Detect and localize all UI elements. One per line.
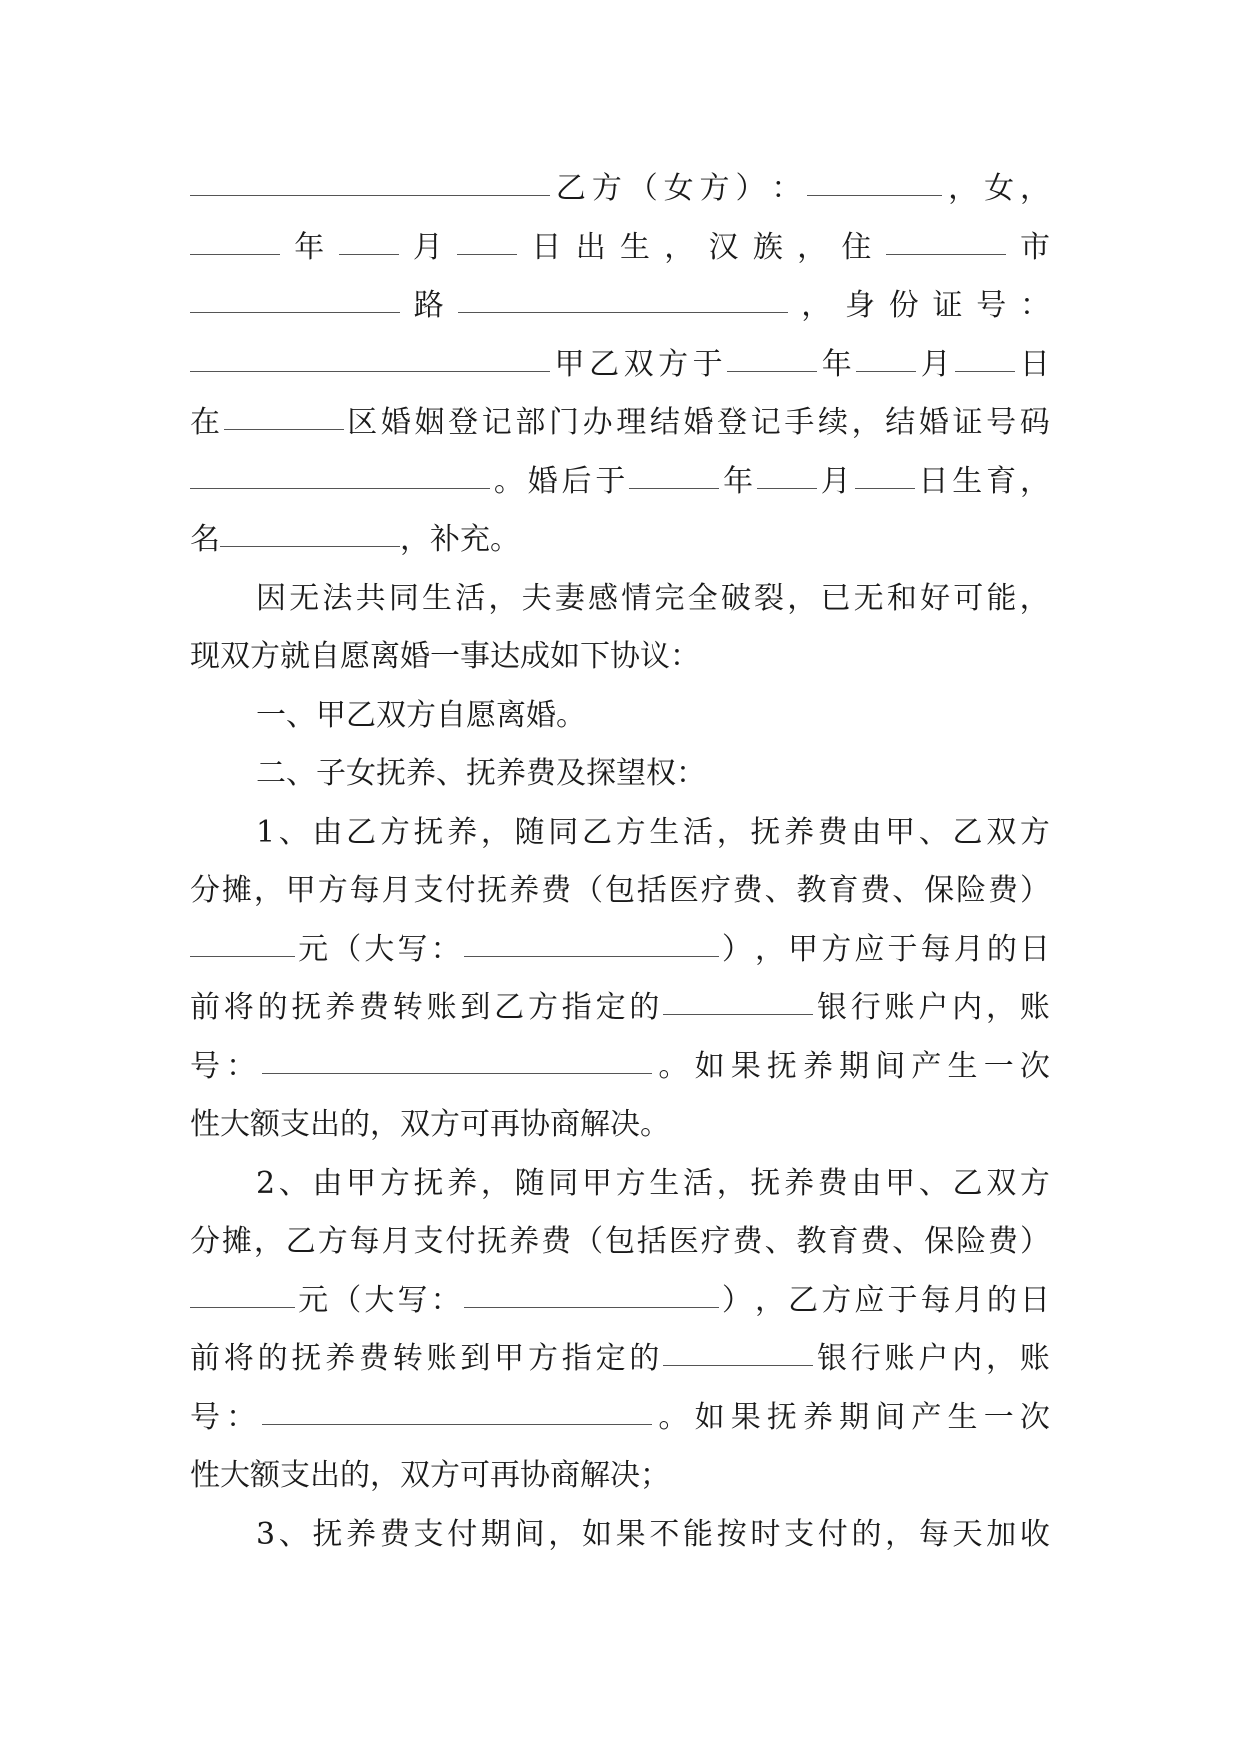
item-1-line-1: 1 、 由 乙 方 抚 养 ， 随 同 乙 方 生 活 ， 抚 养 费 由 甲 、 乙 双 方	[256, 814, 1050, 850]
item-1-line-4: 前 将 的 抚 养 费 转 账 到 乙 方 指 定 的 银 行 账 户 内 ， 账	[190, 979, 1050, 1038]
item-2-line-3: 元 （ 大 写 ： ） ， 乙 方 应 于 每 月 的 日	[190, 1272, 1050, 1331]
blank-field	[190, 224, 280, 255]
blank-field	[339, 224, 399, 255]
item-2-line-4: 前 将 的 抚 养 费 转 账 到 甲 方 指 定 的 银 行 账 户 内 ， 账	[190, 1330, 1050, 1389]
clause-one: 一 、 甲 乙 双 方 自 愿 离 婚 。	[256, 697, 586, 733]
text-line-5: 在 区 婚 姻 登 记 部 门 办 理 结 婚 登 记 手 续 ， 结 婚 证 号 码	[190, 394, 1050, 453]
blank-field	[727, 341, 817, 372]
blank-field	[190, 341, 550, 372]
paragraph-reason-line-2: 现 双 方 就 自 愿 离 婚 一 事 达 成 如 下 协 议 ：	[190, 639, 700, 674]
blank-field	[190, 165, 550, 196]
text-line-1: 乙 方 （ 女 方 ） ： ， 女 ，	[190, 160, 1050, 219]
item-3-line-1: 3 、 抚 养 费 支 付 期 间 ， 如 果 不 能 按 时 支 付 的 ， 每 天 加 收	[256, 1516, 1050, 1552]
blank-field	[190, 458, 490, 489]
item-2-line-5: 号 ： 。 如 果 抚 养 期 间 产 生 一 次	[190, 1389, 1050, 1448]
blank-field	[663, 984, 813, 1015]
text-line-2: 年 月 日 出 生 ， 汉 族 ， 住 市	[190, 219, 1050, 278]
blank-field	[464, 1277, 719, 1308]
blank-field	[220, 516, 400, 547]
text-line-7: 名 ， 补 充 。	[190, 511, 1050, 570]
blank-field	[224, 399, 344, 430]
item-1-line-5: 号 ： 。 如 果 抚 养 期 间 产 生 一 次	[190, 1038, 1050, 1097]
blank-field	[262, 1043, 652, 1074]
blank-field	[856, 341, 916, 372]
text-line-3: 路 ， 身 份 证 号 ：	[190, 277, 1050, 336]
item-2-line-6: 性 大 额 支 出 的 ， 双 方 可 再 协 商 解 决 ；	[190, 1458, 670, 1493]
item-1-line-3: 元 （ 大 写 ： ） ， 甲 方 应 于 每 月 的 日	[190, 921, 1050, 980]
blank-field	[262, 1394, 652, 1425]
blank-field	[458, 282, 788, 313]
blank-field	[190, 926, 295, 957]
blank-field	[855, 458, 915, 489]
blank-field	[190, 1277, 295, 1308]
blank-field	[190, 282, 400, 313]
paragraph-reason-line-1: 因 无 法 共 同 生 活 ， 夫 妻 感 情 完 全 破 裂 ， 已 无 和 好 可 能 ，	[256, 580, 1050, 616]
clause-two-heading: 二 、 子 女 抚 养 、 抚 养 费 及 探 望 权 ：	[256, 756, 706, 791]
item-2-line-2: 分 摊 ， 乙 方 每 月 支 付 抚 养 费 （ 包 括 医 疗 费 、 教 育 费 、 保 险 费 ）	[190, 1224, 1050, 1259]
item-1-line-2: 分 摊 ， 甲 方 每 月 支 付 抚 养 费 （ 包 括 医 疗 费 、 教 育 费 、 保 险 费 ）	[190, 873, 1050, 908]
blank-field	[757, 458, 817, 489]
blank-field	[886, 224, 1006, 255]
text-line-4: 甲 乙 双 方 于 年 月 日	[190, 336, 1050, 395]
blank-field	[457, 224, 517, 255]
item-2-line-1: 2 、 由 甲 方 抚 养 ， 随 同 甲 方 生 活 ， 抚 养 费 由 甲 、 乙 双 方	[256, 1165, 1050, 1201]
item-1-line-6: 性 大 额 支 出 的 ， 双 方 可 再 协 商 解 决 。	[190, 1107, 670, 1142]
document-page	[190, 160, 1050, 1564]
blank-field	[955, 341, 1015, 372]
blank-field	[663, 1335, 813, 1366]
blank-field	[807, 165, 942, 196]
blank-field	[629, 458, 719, 489]
blank-field	[464, 926, 719, 957]
text-line-6: 。 婚 后 于 年 月 日 生 育 ，	[190, 453, 1050, 512]
